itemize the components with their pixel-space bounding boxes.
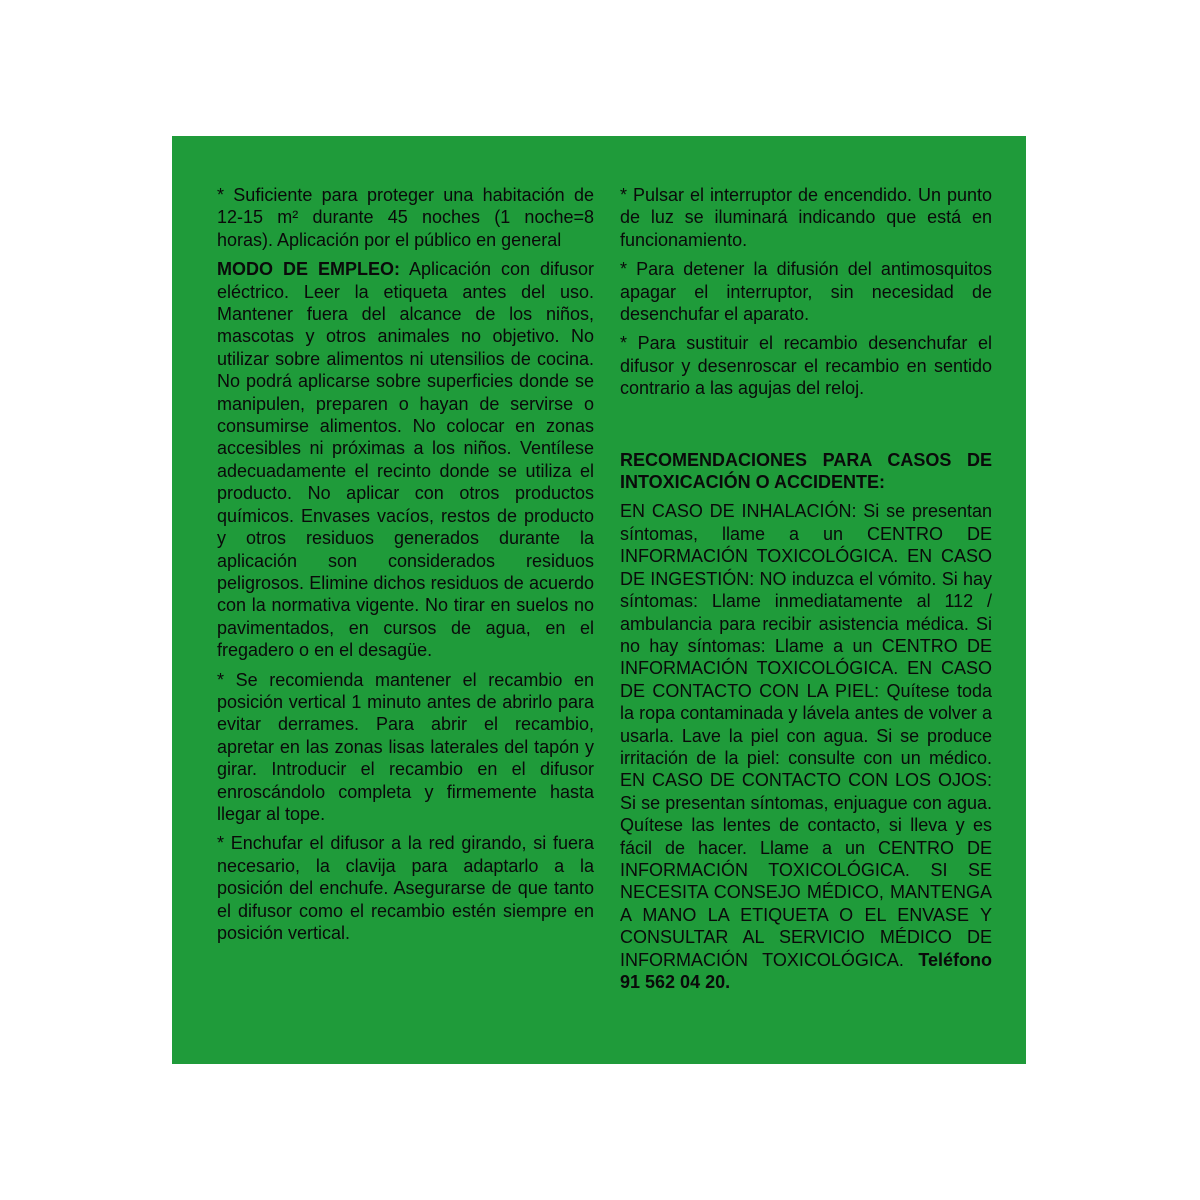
usage-text: Aplicación con difusor eléctrico. Leer la etiqueta antes del uso. Mantener fuera del alcance de los niños, mascotas y otros animales no objetivo. No utilizar sobre alimentos ni utensilios de cocina. No podrá aplicarse sobre superficies donde se manipulen, preparen o hayan de servirse o consumirse alimentos. No colocar en zonas accesibles ni próximas a los niños. Ventílese adecuadamente el recinto donde se utiliza el producto. No aplicar con otros productos químicos. Envases vacíos, restos de producto y otros residuos generados durante la aplicación son considerados residuos peligrosos. Elimine dichos residuos de acuerdo con la normativa vigente. No tirar en suelos no pavimentados, en cursos de agua, en el fregadero o en el desagüe.: [217, 259, 594, 661]
usage-heading: MODO DE EMPLEO:: [217, 259, 400, 280]
refill-paragraph: * Se recomienda mantener el recambio en posición vertical 1 minuto antes de abrirlo para evitar derrames. Para abrir el recambio, apretar en las zonas lisas laterales del tapón y girar. Introducir el recambio en el difusor enroscándolo completa y firmemente hasta llegar al tope.: [217, 669, 594, 824]
recommendations-text: EN CASO DE INHALACIÓN: Si se presentan síntomas, llame a un CENTRO DE INFORMACIÓN TOXICOLÓGICA. EN CASO DE INGESTIÓN: NO induzca el vómito. Si hay síntomas: Llame inmediatamente al 112 / ambulancia para recibir asistencia médica. Si no hay síntomas: Llame a un CENTRO DE INFORMACIÓN TOXICOLÓGICA. EN CASO DE CONTACTO CON LA PIEL: Quítese toda la ropa contaminada y lávela antes de volver a usarla. Lave la piel con agua. Si se produce irritación de la piel: consulte con un médico. EN CASO DE CONTACTO CON LOS OJOS: Si se presentan síntomas, enjuague con agua. Quítese las lentes de contacto, si lleva y es fácil de hacer. Llame a un CENTRO DE INFORMACIÓN TOXICOLÓGICA. SI SE NECESITA CONSEJO MÉDICO, MANTENGA A MANO LA ETIQUETA O EL ENVASE Y CONSULTAR AL SERVICIO MÉDICO DE INFORMACIÓN TOXICOLÓGICA.: [620, 501, 992, 970]
spacer: [620, 407, 992, 449]
left-column: [217, 184, 594, 951]
recommendations-heading: RECOMENDACIONES PARA CASOS DE INTOXICACIÓN O ACCIDENTE:: [620, 449, 992, 493]
coverage-paragraph: * Suficiente para proteger una habitación de 12-15 m² durante 45 noches (1 noche=8 horas). Aplicación por el público en general: [217, 185, 594, 250]
plug-paragraph: * Enchufar el difusor a la red girando, si fuera necesario, la clavija para adaptarlo a la posición del enchufe. Asegurarse de que tanto el difusor como el recambio estén siempre en posición vertical.: [217, 833, 594, 943]
label-panel: [172, 136, 1026, 1064]
replace-paragraph: * Para sustituir el recambio desenchufar el difusor y desenroscar el recambio en sentido contrario a las agujas del reloj.: [620, 333, 992, 399]
switch-on-paragraph: * Pulsar el interruptor de encendido. Un punto de luz se iluminará indicando que está en funcionamiento.: [620, 185, 992, 250]
right-column: [620, 184, 992, 1000]
recommendations-paragraph: [620, 500, 992, 993]
stop-paragraph: * Para detener la difusión del antimosquitos apagar el interruptor, sin necesidad de desenchufar el aparato.: [620, 259, 992, 325]
phone-number: Teléfono 91 562 04 20.: [620, 949, 992, 992]
usage-paragraph: [217, 258, 594, 661]
